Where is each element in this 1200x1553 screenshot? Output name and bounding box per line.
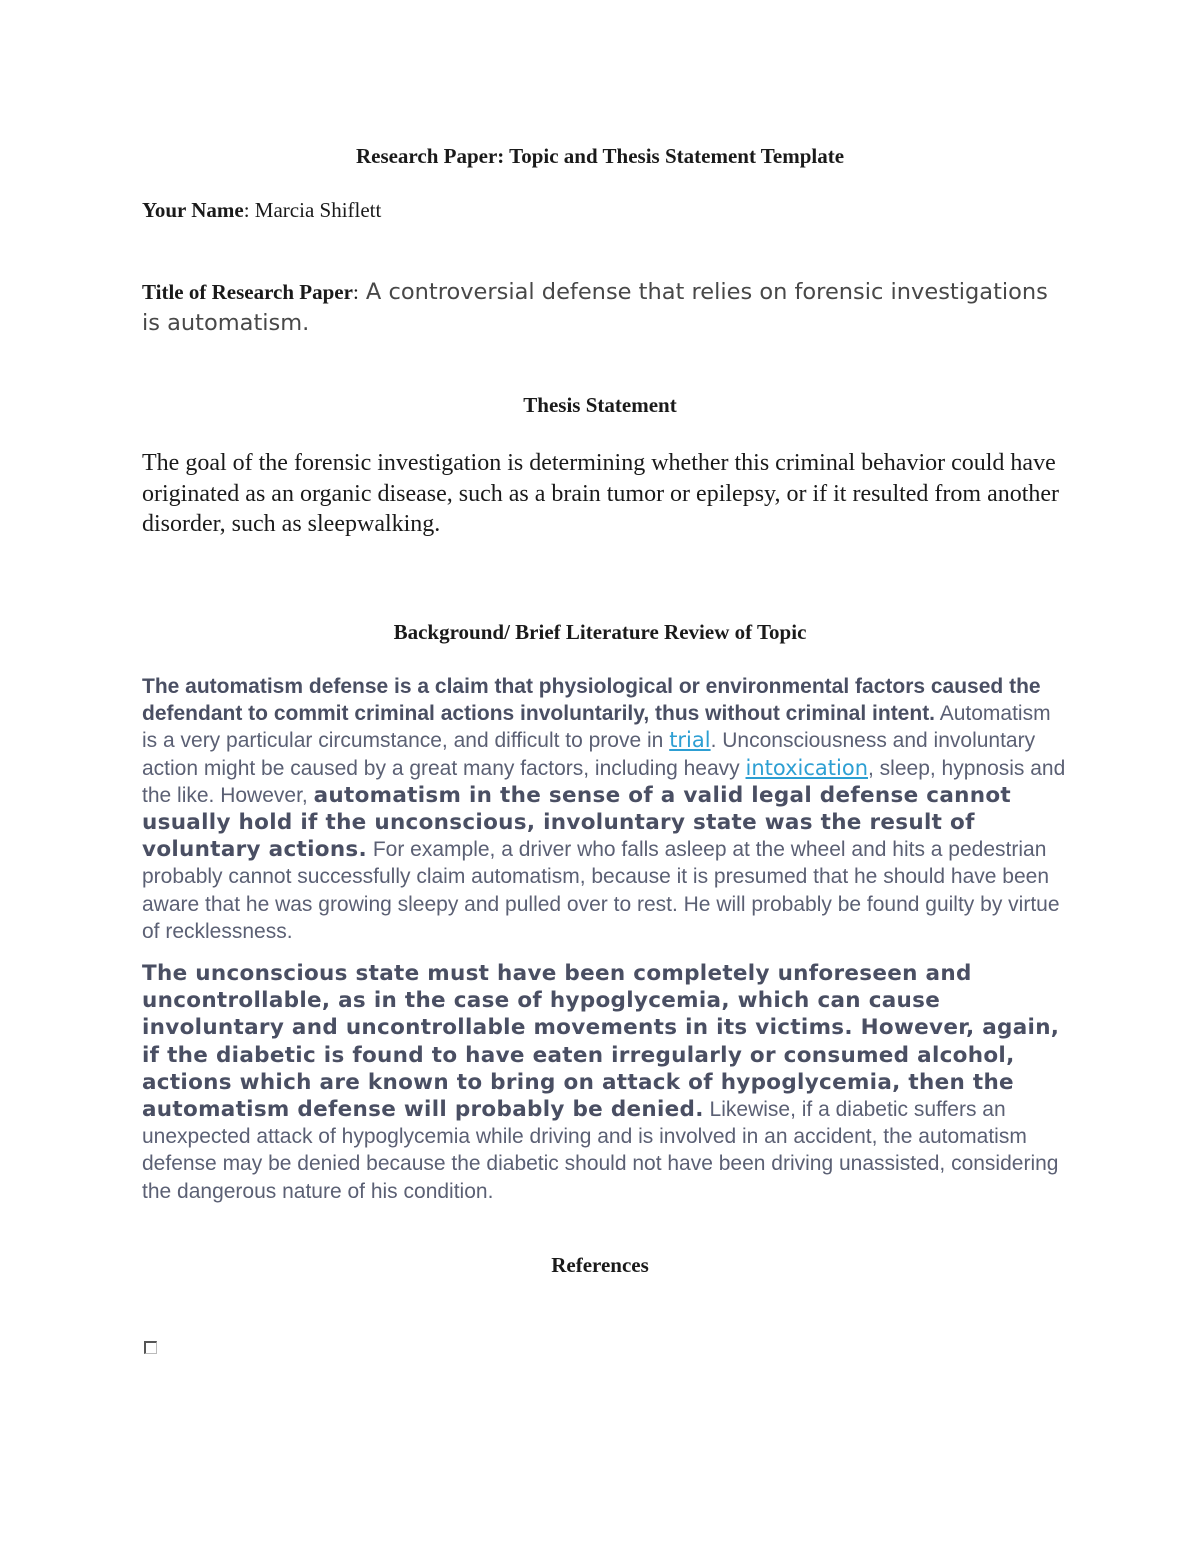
your-name-value: Marcia Shiflett [249, 198, 382, 222]
link-trial[interactable]: trial [669, 728, 711, 753]
literature-paragraph-1 [142, 673, 1067, 945]
para1-bold-middle: automatism in the sense of a valid legal defense cannot usually hold if the unconscious, involuntary state was the result of voluntary actions. [142, 782, 1011, 863]
paper-title-line [142, 277, 1062, 339]
para1-text-b: . Unconsciousness and involuntary action might be caused by a great many factors, including heavy [142, 729, 1036, 780]
link-intoxication[interactable]: intoxication [745, 755, 868, 780]
references-heading: References [551, 1253, 649, 1277]
literature-paragraph-2 [142, 960, 1067, 1205]
paper-title-label: Title of Research Paper [142, 280, 353, 304]
thesis-heading: Thesis Statement [523, 393, 677, 417]
thesis-statement: The goal of the forensic investigation is determining whether this criminal behavior could have originated as an organic disease, such as a brain tumor or epilepsy, or if it resulted from another disorder, such as sleepwalking. [142, 450, 1060, 537]
checkbox-icon[interactable] [144, 1341, 157, 1354]
document-title: Research Paper: Topic and Thesis Statement Template [355, 144, 845, 168]
para1-text-c: , sleep, hypnosis and the like. However, [142, 756, 1066, 807]
your-name-label: Your Name [142, 198, 244, 222]
background-heading: Background/ Brief Literature Review of Topic [393, 620, 807, 644]
para1-text-d: For example, a driver who falls asleep at the wheel and hits a pedestrian probably cannot successfully claim automatism, because it is presumed that he should have been aware that he was growing sleepy and pulled over to rest. He will probably be found guilty by virtue of recklessness. [142, 838, 1060, 943]
para1-text-a: Automatism is a very particular circumstance, and difficult to prove in [142, 702, 1051, 753]
paper-title-separator: : [352, 280, 359, 304]
para1-bold-intro: The automatism defense is a claim that physiological or environmental factors caused the defendant to commit criminal actions involuntarily, thus without criminal intent. [142, 675, 1041, 726]
paper-title-value: A controversial defense that relies on forensic investigations is automatism. [142, 279, 1048, 336]
your-name-line [142, 198, 381, 223]
your-name-separator: : [243, 198, 250, 222]
para2-text: Likewise, if a diabetic suffers an unexpected attack of hypoglycemia while driving and is involved in an accident, the automatism defense may be denied because the diabetic should not have been driving unassisted, considering the dangerous nature of his condition. [142, 1098, 1059, 1203]
para2-bold-intro: The unconscious state must have been completely unforeseen and uncontrollable, as in the case of hypoglycemia, which can cause involuntary and uncontrollable movements in its victims. However, again, if the diabetic is found to have eaten irregularly or consumed alcohol, actions which are known to bring on attack of hypoglycemia, then the automatism defense will probably be denied. [142, 961, 1060, 1123]
